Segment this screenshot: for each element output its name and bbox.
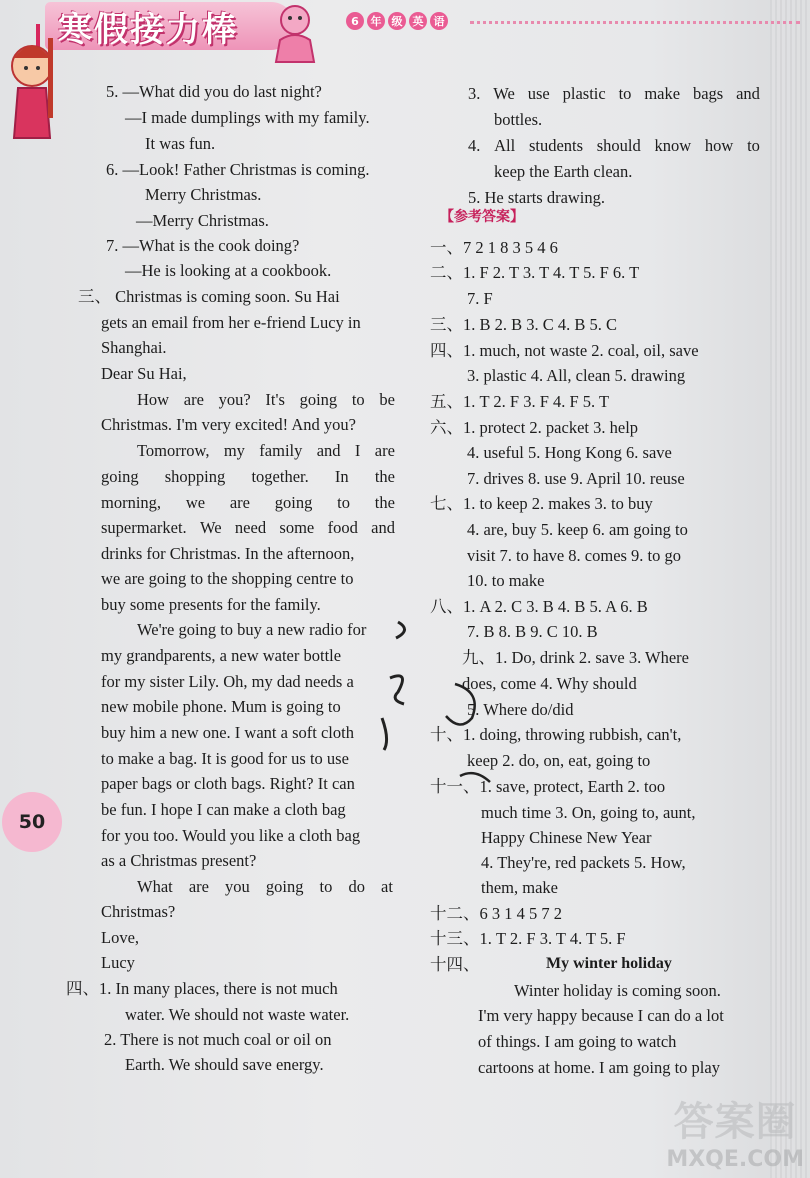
word: need [234, 518, 267, 537]
right-column-line: bottles. [494, 110, 543, 129]
word: we [185, 493, 206, 512]
word: going [274, 493, 313, 512]
header-dotted-line [470, 21, 800, 24]
left-column-line: Merry Christmas. [145, 185, 262, 204]
left-column-line: buy some presents for the family. [101, 595, 321, 614]
word: bags [692, 84, 724, 103]
left-column-line: for my sister Lily. Oh, my dad needs a [101, 672, 354, 691]
left-column-line: Earth. We should save energy. [125, 1055, 324, 1074]
right-column-line: them, make [481, 878, 558, 897]
word: What [137, 877, 173, 896]
answer-heading: 【参考答案】 [440, 209, 524, 225]
header-title: 寒假接力棒 [58, 10, 238, 50]
word: shopping [164, 467, 226, 486]
watermark [666, 1090, 804, 1172]
word: plastic [562, 84, 606, 103]
word: do [348, 877, 365, 896]
right-column-line: 二、1. F 2. T 3. T 4. T 5. F 6. T [430, 263, 640, 282]
right-column-line: 九、1. Do, drink 2. save 3. Where [462, 648, 689, 667]
right-column-line: does, come 4. Why should [462, 674, 637, 693]
left-column-line: 6. —Look! Father Christmas is coming. [106, 160, 370, 179]
doll-mascot-icon [260, 0, 330, 66]
word: make [644, 84, 681, 103]
word: the [374, 467, 395, 486]
left-column-line: —I made dumplings with my family. [125, 108, 370, 127]
left-column-line: Christmas? [101, 902, 176, 921]
right-column-line [468, 84, 760, 104]
left-column-line: 7. —What is the cook doing? [106, 236, 300, 255]
left-column-line: drinks for Christmas. In the afternoon, [101, 544, 355, 563]
word: 4. [468, 136, 481, 155]
word: you [225, 877, 250, 896]
right-column-line: 10. to make [467, 571, 545, 590]
word: some [279, 518, 315, 537]
word: to [351, 390, 365, 409]
left-column-line [101, 493, 395, 513]
left-column-line: Love, [101, 928, 140, 947]
left-column-line: 2. There is not much coal or oil on [104, 1030, 332, 1049]
grade-badge: 英 [409, 12, 427, 30]
left-column-line [137, 390, 395, 410]
left-column-line: It was fun. [145, 134, 216, 153]
word: Tomorrow, [137, 441, 210, 460]
word: All [494, 136, 516, 155]
word: supermarket. [101, 518, 187, 537]
page-edge-shadow [770, 0, 810, 1178]
page-header [0, 0, 810, 70]
left-column-line [101, 467, 395, 487]
left-column-line: Shanghai. [101, 338, 167, 357]
word: to [618, 84, 632, 103]
word: you? [218, 390, 251, 409]
left-column-line: 5. —What did you do last night? [106, 82, 322, 101]
left-column-line: Christmas. I'm very excited! And you? [101, 415, 357, 434]
boy-mascot-icon [4, 28, 64, 168]
right-column-line: Happy Chinese New Year [481, 828, 652, 847]
grade-badge: 语 [430, 12, 448, 30]
word: family [259, 441, 303, 460]
word: In [334, 467, 349, 486]
word: be [379, 390, 395, 409]
watermark-logo: 答案圈 [673, 1099, 797, 1145]
left-column-line: buy him a new one. I want a soft cloth [101, 723, 354, 742]
right-column-line: Winter holiday is coming soon. [514, 981, 721, 1000]
grade-badges [346, 12, 448, 30]
right-column-line: visit 7. to have 8. comes 9. to go [467, 546, 682, 565]
word: going [299, 390, 338, 409]
right-column-line: 七、1. to keep 2. makes 3. to buy [430, 494, 653, 513]
page-number-badge [2, 792, 62, 852]
word: I [354, 441, 361, 460]
left-column-line [137, 877, 393, 897]
right-column-line: 五、1. T 2. F 3. F 4. F 5. T [430, 392, 610, 411]
word: at [381, 877, 393, 896]
left-column-line: be fun. I hope I can make a cloth bag [101, 800, 346, 819]
left-column-line: —He is looking at a cookbook. [125, 261, 332, 280]
left-column-line: for you too. Would you like a cloth bag [101, 826, 361, 845]
left-column-line: to make a bag. It is good for us to use [101, 749, 349, 768]
right-column-line: keep 2. do, on, eat, going to [467, 751, 651, 770]
right-column-line: 4. They're, red packets 5. How, [481, 853, 686, 872]
word: should [596, 136, 641, 155]
word: are [183, 390, 204, 409]
left-column-line: 四、1. In many places, there is not much [66, 979, 338, 998]
word: going [265, 877, 304, 896]
page-number: 50 [18, 811, 46, 833]
right-column-line: 4. are, buy 5. keep 6. am going to [467, 520, 688, 539]
left-column-line: Dear Su Hai, [101, 364, 187, 383]
word: how [704, 136, 734, 155]
left-column-line: water. We should not waste water. [125, 1005, 350, 1024]
left-column-line [101, 518, 395, 538]
word: How [137, 390, 170, 409]
right-column-line: much time 3. On, going to, aunt, [481, 803, 696, 822]
right-column-line: 十一、1. save, protect, Earth 2. too [430, 777, 666, 796]
pen-scribble-marks [360, 600, 530, 810]
left-column-line [137, 441, 395, 461]
left-column-line: 三、 Christmas is coming soon. Su Hai [78, 287, 340, 306]
right-column-line: keep the Earth clean. [494, 162, 633, 181]
right-column-line: 3. plastic 4. All, clean 5. drawing [467, 366, 686, 385]
word: to [747, 136, 760, 155]
word: food [327, 518, 358, 537]
left-column-line: as a Christmas present? [101, 851, 257, 870]
right-column-line: 一、7 2 1 8 3 5 4 6 [430, 238, 558, 257]
word: and [736, 84, 760, 103]
word: know [654, 136, 692, 155]
word: students [528, 136, 584, 155]
word: together. [251, 467, 309, 486]
word: and [371, 518, 395, 537]
left-column-line: my grandparents, a new water bottle [101, 646, 342, 665]
right-column-line: 三、1. B 2. B 3. C 4. B 5. C [430, 315, 618, 334]
right-column-line: 7. drives 8. use 9. April 10. reuse [467, 469, 685, 488]
word: use [527, 84, 550, 103]
grade-badge: 6 [346, 12, 364, 30]
right-column-line: 十、1. doing, throwing rubbish, can't, [430, 725, 682, 744]
word: We [493, 84, 515, 103]
word: to [337, 493, 351, 512]
right-column-line: 十四、 [430, 955, 480, 974]
grade-badge: 级 [388, 12, 406, 30]
right-column-line: 十二、6 3 1 4 5 7 2 [430, 904, 562, 923]
right-column-line: cartoons at home. I am going to play [478, 1058, 720, 1077]
right-column-line: 六、1. protect 2. packet 3. help [430, 418, 639, 437]
grade-badge: 年 [367, 12, 385, 30]
left-column-line: We're going to buy a new radio for [137, 620, 367, 639]
watermark-site: MXQE.COM [666, 1147, 804, 1172]
left-column-line: paper bags or cloth bags. Right? It can [101, 774, 355, 793]
word: going [101, 467, 139, 486]
right-column-line [468, 136, 760, 156]
word: and [316, 441, 341, 460]
right-column-line: 5. He starts drawing. [468, 188, 606, 207]
left-column-line: new mobile phone. Mum is going to [101, 697, 341, 716]
left-column-line: Lucy [101, 953, 135, 972]
word: the [374, 493, 395, 512]
left-column-line: gets an email from her e-friend Lucy in [101, 313, 361, 332]
right-column-line: 四、1. much, not waste 2. coal, oil, save [430, 341, 699, 360]
word: We [200, 518, 222, 537]
left-column-line: —Merry Christmas. [136, 211, 269, 230]
right-column-line: 7. B 8. B 9. C 10. B [467, 622, 598, 641]
right-column-line: 十三、1. T 2. F 3. T 4. T 5. F [430, 929, 626, 948]
right-column-line: 4. useful 5. Hong Kong 6. save [467, 443, 672, 462]
word: 3. [468, 84, 481, 103]
word: are [229, 493, 251, 512]
right-column-line: 八、1. A 2. C 3. B 4. B 5. A 6. B [430, 597, 648, 616]
right-column-line: 7. F [467, 289, 493, 308]
right-column-line: 5. Where do/did [467, 700, 574, 719]
word: to [319, 877, 333, 896]
word: are [188, 877, 209, 896]
essay-title: My winter holiday [546, 955, 672, 972]
right-column-line: I'm very happy because I can do a lot [478, 1006, 724, 1025]
left-column-line: we are going to the shopping centre to [101, 569, 354, 588]
word: are [374, 441, 395, 460]
word: It's [265, 390, 285, 409]
right-column-line: of things. I am going to watch [478, 1032, 677, 1051]
word: morning, [101, 493, 162, 512]
word: my [223, 441, 245, 460]
